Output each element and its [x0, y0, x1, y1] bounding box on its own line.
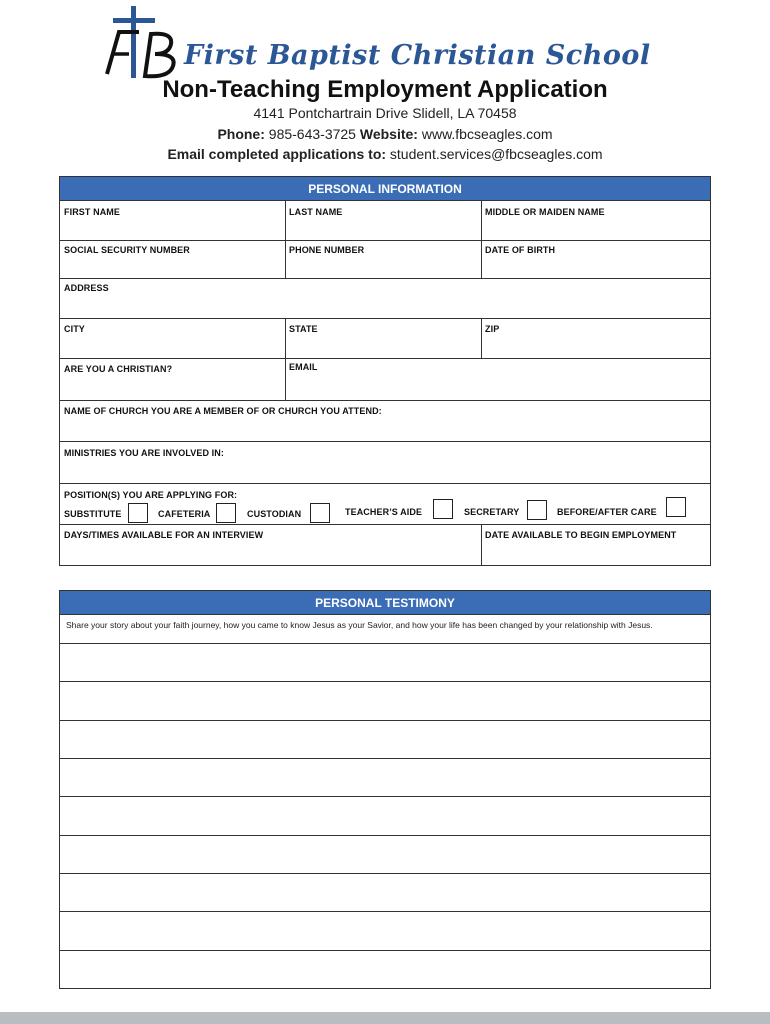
church-field[interactable]: [60, 400, 710, 441]
position-secretary-checkbox[interactable]: [527, 500, 547, 520]
section-title-personal-information: PERSONAL INFORMATION: [60, 177, 710, 201]
position-cafeteria-label: CAFETERIA: [158, 509, 211, 519]
zip-field[interactable]: [481, 318, 710, 358]
zip-label: ZIP: [485, 324, 500, 334]
school-address: 4141 Pontchartrain Drive Slidell, LA 70458: [253, 105, 517, 121]
position-cafeteria-checkbox[interactable]: [216, 503, 236, 523]
position-before-after-care-label: BEFORE/AFTER CARE: [557, 507, 657, 517]
testimony-text-area[interactable]: [60, 643, 710, 988]
school-name: First Baptist Christian School: [184, 40, 651, 71]
position-teachers-aide-label: TEACHER’S AIDE: [345, 507, 423, 517]
last-name-label: LAST NAME: [289, 207, 343, 217]
testimony-prompt: Share your story about your faith journey, how you came to know Jesus as your Savior, and how your life has been changed by your relationship with Jesus.: [66, 620, 653, 630]
first-name-field[interactable]: [60, 201, 285, 240]
address-field[interactable]: [60, 278, 710, 318]
phone-number-label: PHONE NUMBER: [289, 245, 365, 255]
ministries-label: MINISTRIES YOU ARE INVOLVED IN:: [64, 448, 224, 458]
ssn-label: SOCIAL SECURITY NUMBER: [64, 245, 190, 255]
city-field[interactable]: [60, 318, 285, 358]
christian-label: ARE YOU A CHRISTIAN?: [64, 364, 173, 374]
city-label: CITY: [64, 324, 85, 334]
position-custodian-checkbox[interactable]: [310, 503, 330, 523]
middle-name-field[interactable]: [481, 201, 710, 240]
email-label: EMAIL: [289, 362, 318, 372]
start-date-field[interactable]: [481, 524, 710, 566]
positions-group: [60, 483, 710, 524]
last-name-field[interactable]: [285, 201, 481, 240]
date-of-birth-field[interactable]: [481, 240, 710, 278]
christian-field[interactable]: [60, 358, 285, 400]
address-label: ADDRESS: [64, 283, 109, 293]
school-logo-cross-icon: [95, 4, 190, 84]
phone-label: Phone:: [217, 126, 265, 142]
position-secretary-label: SECRETARY: [464, 507, 520, 517]
ssn-field[interactable]: [60, 240, 285, 278]
position-custodian-label: CUSTODIAN: [247, 509, 302, 519]
personal-testimony-section: [59, 590, 711, 989]
phone-value: 985-643-3725: [264, 126, 360, 142]
start-date-label: DATE AVAILABLE TO BEGIN EMPLOYMENT: [485, 530, 677, 540]
email-value[interactable]: student.services@fbcseagles.com: [386, 146, 603, 162]
positions-label: POSITION(S) YOU ARE APPLYING FOR:: [64, 490, 238, 500]
interview-availability-field[interactable]: [60, 524, 481, 566]
position-teachers-aide-checkbox[interactable]: [433, 499, 453, 519]
phone-number-field[interactable]: [285, 240, 481, 278]
section-title-personal-testimony: PERSONAL TESTIMONY: [60, 591, 710, 615]
website-label: Website:: [359, 126, 418, 142]
interview-availability-label: DAYS/TIMES AVAILABLE FOR AN INTERVIEW: [64, 530, 264, 540]
position-substitute-label: SUBSTITUTE: [64, 509, 122, 519]
letterhead: [0, 0, 770, 172]
viewer-bottom-bar: [0, 1012, 770, 1024]
form-title: Non-Teaching Employment Application: [162, 76, 608, 103]
church-label: NAME OF CHURCH YOU ARE A MEMBER OF OR CHURCH YOU ATTEND:: [64, 406, 382, 416]
email-line: [0, 146, 770, 162]
ministries-field[interactable]: [60, 441, 710, 483]
email-instructions-label: Email completed applications to:: [167, 146, 387, 162]
middle-name-label: MIDDLE OR MAIDEN NAME: [485, 207, 605, 217]
position-before-after-care-checkbox[interactable]: [666, 497, 686, 517]
position-substitute-checkbox[interactable]: [128, 503, 148, 523]
first-name-label: FIRST NAME: [64, 207, 120, 217]
email-field[interactable]: [285, 358, 710, 400]
date-of-birth-label: DATE OF BIRTH: [485, 245, 556, 255]
personal-information-section: [59, 176, 711, 566]
state-field[interactable]: [285, 318, 481, 358]
state-label: STATE: [289, 324, 318, 334]
contact-line: [0, 126, 770, 142]
website-value[interactable]: www.fbcseagles.com: [417, 126, 553, 142]
